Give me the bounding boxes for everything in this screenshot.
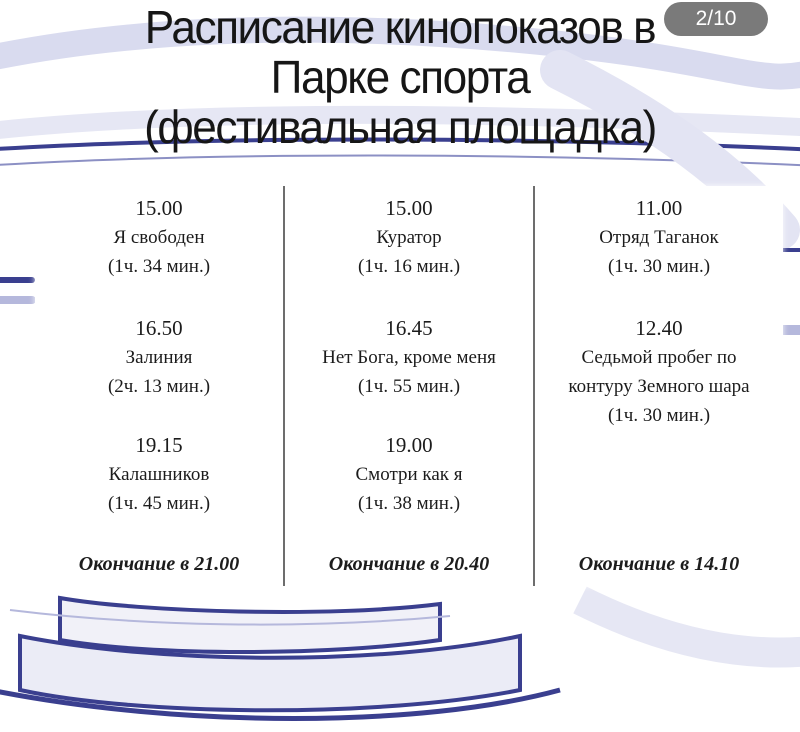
film-title: Калашников <box>108 464 210 485</box>
screening-entry <box>535 194 783 281</box>
film-title: Я свободен <box>113 227 205 248</box>
film-duration: (1ч. 30 мин.) <box>607 256 711 277</box>
film-duration: (1ч. 30 мин.) <box>607 405 711 426</box>
schedule-table <box>35 186 783 586</box>
film-title: Нет Бога, кроме меня <box>322 347 496 368</box>
screening-time: 16.45 <box>385 316 433 340</box>
screening-entry <box>535 314 783 430</box>
screening-time: 12.40 <box>635 316 683 340</box>
film-duration: (2ч. 13 мин.) <box>107 376 211 397</box>
screening-time: 16.50 <box>135 316 183 340</box>
film-duration: (1ч. 38 мин.) <box>357 493 461 514</box>
screening-entry <box>35 194 283 281</box>
film-title: Седьмой пробег по <box>581 347 737 368</box>
screening-entry <box>285 431 533 518</box>
schedule-column-2 <box>283 186 533 586</box>
title-line-3: (фестивальная площадка) <box>144 101 656 153</box>
end-time-note: Окончание в 14.10 <box>578 553 740 575</box>
screening-time: 11.00 <box>635 196 683 220</box>
screening-entry <box>35 431 283 518</box>
film-title: Отряд Таганок <box>599 227 719 248</box>
screening-time: 19.00 <box>385 433 433 457</box>
screening-time: 19.15 <box>135 433 183 457</box>
film-duration: (1ч. 55 мин.) <box>357 376 461 397</box>
title-line-1: Расписание кинопоказов в <box>144 1 656 53</box>
film-title: Куратор <box>376 227 442 248</box>
film-title: Залиния <box>125 347 193 368</box>
schedule-column-1 <box>35 186 283 586</box>
screening-entry <box>285 314 533 401</box>
screening-time: 15.00 <box>385 196 433 220</box>
film-title: Смотри как я <box>355 464 463 485</box>
film-duration: (1ч. 45 мин.) <box>107 493 211 514</box>
screening-entry <box>35 314 283 401</box>
screening-time: 15.00 <box>135 196 183 220</box>
film-title-continued: контуру Земного шара <box>568 376 750 397</box>
film-duration: (1ч. 34 мин.) <box>107 256 211 277</box>
film-duration: (1ч. 16 мин.) <box>357 256 461 277</box>
slide-counter-badge: 2/10 <box>664 2 768 36</box>
schedule-column-3 <box>533 186 783 586</box>
title-line-2: Парке спорта <box>270 51 530 103</box>
screening-entry <box>285 194 533 281</box>
end-time-note: Окончание в 21.00 <box>78 553 240 575</box>
end-time-note: Окончание в 20.40 <box>328 553 490 575</box>
